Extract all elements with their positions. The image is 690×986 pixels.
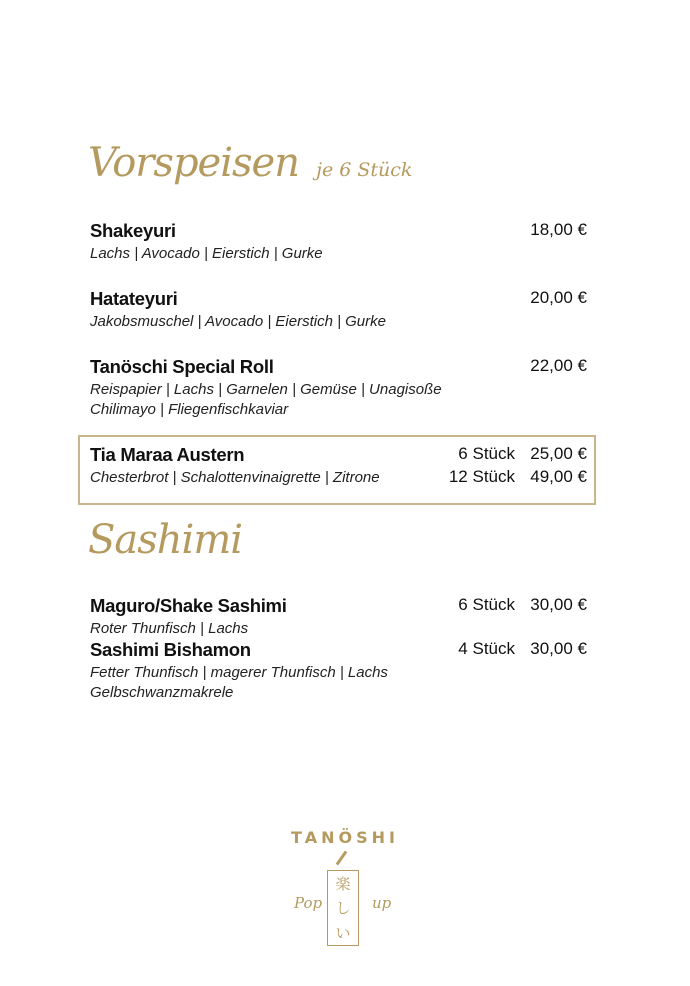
menu-item [90, 288, 587, 332]
section-subtitle: je 6 Stück [316, 159, 413, 181]
item-name: Tanöschi Special Roll [90, 356, 274, 377]
item-name: Tia Maraa Austern [90, 444, 245, 465]
item-price: 22,00 € [530, 356, 587, 375]
section-title-vorspeisen [88, 140, 412, 186]
item-price: 30,00 € [530, 639, 587, 658]
item-price-2: 49,00 € [530, 467, 587, 486]
item-description: Chesterbrot | Schalottenvinaigrette | Zitrone [90, 469, 380, 486]
item-description: Jakobsmuschel | Avocado | Eierstich | Gurke [90, 313, 386, 330]
menu-item [90, 220, 587, 264]
item-description: Fetter Thunfisch | magerer Thunfisch | Lachs [90, 664, 388, 681]
logo-kanji: い [335, 924, 351, 943]
item-description: Roter Thunfisch | Lachs [90, 620, 249, 637]
item-description: Reispapier | Lachs | Garnelen | Gemüse | Unagisoße [90, 381, 442, 398]
item-name: Maguro/Shake Sashimi [90, 595, 287, 616]
logo-up-text: up [372, 894, 392, 912]
item-description: Lachs | Avocado | Eierstich | Gurke [90, 245, 323, 262]
item-price: 20,00 € [530, 288, 587, 307]
section-title-text: Vorspeisen [88, 140, 299, 186]
menu-item-highlighted [90, 444, 587, 488]
item-quantity-2: 12 Stück [448, 467, 515, 486]
section-title-text: Sashimi [88, 517, 243, 563]
menu-item [90, 639, 587, 703]
item-description: Gelbschwanzmakrele [90, 684, 234, 701]
item-price: 30,00 € [530, 595, 587, 614]
logo-kanji: 楽 [335, 874, 351, 893]
item-description: Chilimayo | Fliegenfischkaviar [90, 401, 289, 418]
item-name: Sashimi Bishamon [90, 639, 251, 660]
item-name: Shakeyuri [90, 220, 176, 241]
menu-item [90, 595, 587, 639]
item-quantity: 6 Stück [458, 444, 515, 463]
section-title-sashimi [88, 517, 242, 563]
item-quantity: 4 Stück [458, 639, 515, 658]
logo-dash [336, 851, 348, 866]
logo-kanji-box [327, 870, 359, 946]
menu-item [90, 356, 587, 420]
item-price: 25,00 € [530, 444, 587, 463]
tanoshi-logo [280, 828, 410, 953]
logo-kanji: し [335, 899, 351, 918]
item-name: Hatateyuri [90, 288, 178, 309]
logo-pop-text: Pop [294, 894, 323, 912]
item-price: 18,00 € [530, 220, 587, 239]
item-quantity: 6 Stück [458, 595, 515, 614]
logo-wordmark: TANÖSHI [291, 828, 399, 847]
